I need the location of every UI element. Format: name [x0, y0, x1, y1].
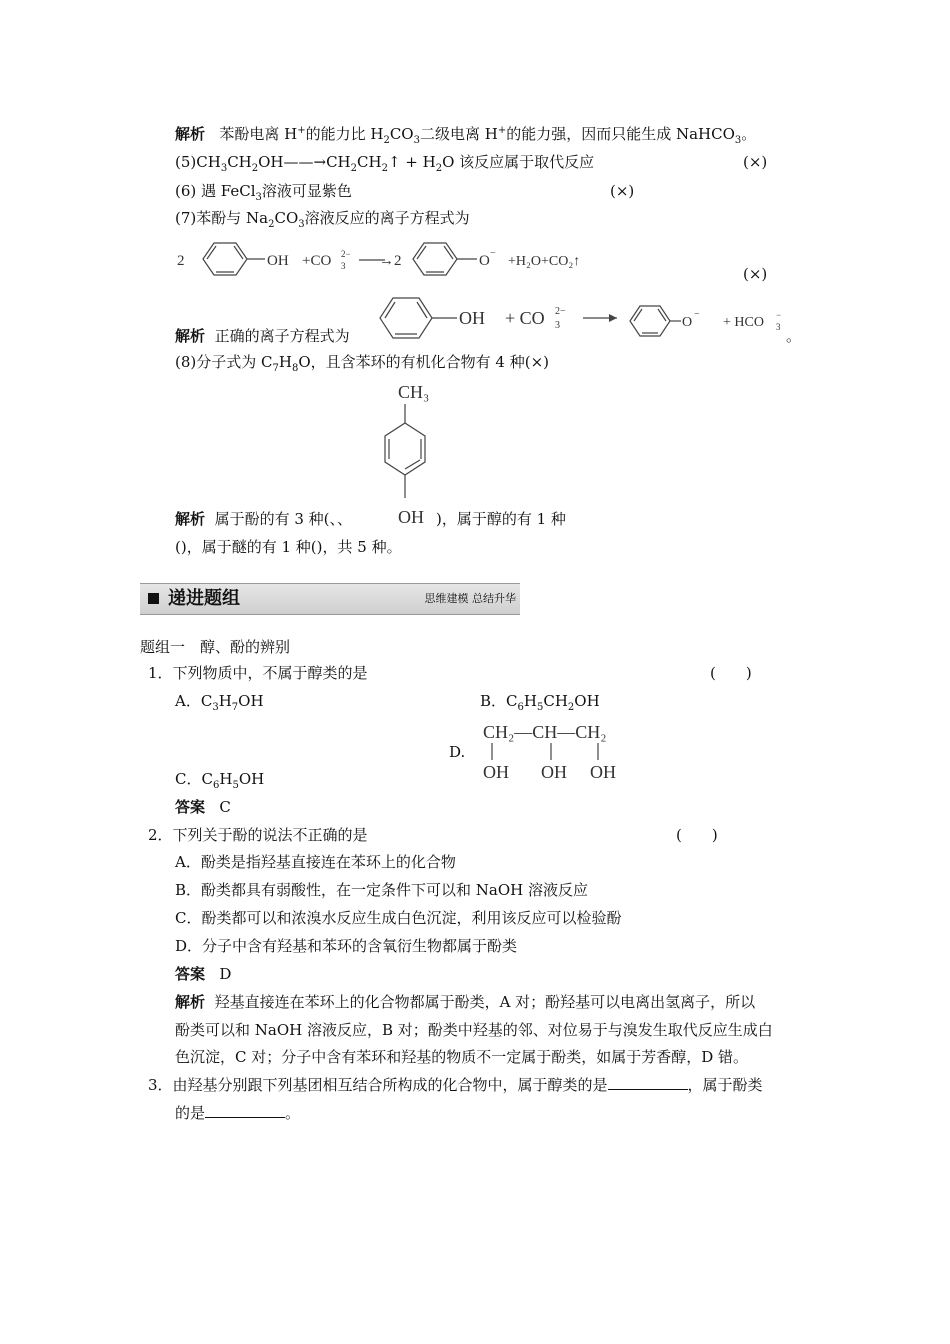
- item-7-statement: (7)苯酚与 $Na_2CO_3$溶液反应的离子方程式为: [175, 209, 470, 230]
- svg-text:O: O: [682, 315, 693, 330]
- svg-text:OH: OH: [483, 762, 509, 782]
- benzene-ring-icon: [630, 306, 681, 336]
- section-subtitle: 思维建模 总结升华: [424, 592, 516, 605]
- item-7-mark: (×): [743, 265, 768, 283]
- item-6-mark: (×): [610, 182, 635, 200]
- question-2-paren: ( ): [676, 826, 718, 844]
- svg-text:3: 3: [776, 322, 781, 332]
- svg-text:+ HCO: + HCO: [723, 315, 764, 330]
- question-1-answer: 答案 C: [175, 798, 231, 816]
- svg-text:2−: 2−: [555, 306, 566, 317]
- question-2-analysis-line-3: 色沉淀，C 对；分子中含有苯环和羟基的物质不一定属于酚类，如属于芳香醇，D 错。: [175, 1048, 749, 1066]
- analysis-line-phenol-acidity: 解析 苯酚电离 H+的能力比 $H_2CO_3$二级电离 H+的能力强，因而只能生成 NaHCO$_3$。: [175, 125, 757, 146]
- svg-text:2−: 2−: [341, 249, 351, 259]
- svg-text:CH₃: CH₃: [398, 382, 430, 402]
- question-2-answer: 答案 D: [175, 965, 232, 983]
- answer-blank-alcohols[interactable]: [608, 1075, 688, 1090]
- question-1-option-c: C．$C_6H_5OH$: [175, 770, 265, 791]
- analysis-line-correct-equation: 解析 正确的离子方程式为: [175, 327, 350, 345]
- analysis-line-isomers-2: ()，属于醚的有 1 种()，共 5 种。: [175, 538, 402, 556]
- wrong-ionic-equation: [175, 238, 645, 282]
- question-1-option-b: B．$C_6H_5CH_2OH$: [480, 692, 600, 713]
- benzene-ring-icon: [380, 298, 457, 338]
- question-2-option-d: D．分子中含有羟基和苯环的含氧衍生物都属于酚类: [175, 937, 518, 955]
- svg-text:+ CO: + CO: [505, 308, 545, 328]
- question-2-stem: 2．下列关于酚的说法不正确的是: [148, 826, 368, 844]
- question-3-line-2: 的是 。: [175, 1104, 301, 1122]
- correct-ionic-equation: [377, 293, 797, 343]
- question-1-option-a: A．$C_3H_7OH$: [175, 692, 264, 713]
- glycerol-structure: [480, 716, 640, 784]
- period: 。: [786, 327, 802, 345]
- svg-text:O: O: [479, 253, 490, 269]
- item-5-statement: $(5)CH_3CH_2OH——\to CH_2CH_2↑ + H_2O$ 该反应属于取代反应: [175, 153, 595, 174]
- analysis-label: 解析: [175, 125, 206, 143]
- benzene-ring-icon: [385, 404, 425, 498]
- group-title: 题组一 醇、酚的辨别: [140, 638, 291, 656]
- svg-text:+CO: +CO: [302, 253, 332, 269]
- item-5-mark: (×): [743, 153, 768, 171]
- section-title: 递进题组: [168, 588, 240, 609]
- svg-text:CH₂—CH—CH₂: CH₂—CH—CH₂: [483, 722, 607, 742]
- svg-text:3: 3: [555, 320, 560, 331]
- question-2-option-c: C．酚类都可以和浓溴水反应生成白色沉淀，利用该反应可以检验酚: [175, 909, 622, 927]
- question-2-option-a: A．酚类是指羟基直接连在苯环上的化合物: [175, 853, 456, 871]
- question-2-option-b: B．酚类都具有弱酸性，在一定条件下可以和 NaOH 溶液反应: [175, 881, 589, 899]
- svg-text:3: 3: [341, 261, 346, 271]
- svg-text:−: −: [776, 310, 782, 320]
- question-1-option-d-label: D.: [449, 743, 466, 761]
- item-8-statement: (8)分子式为 $C_7H_8O$，且含苯环的有机化合物有 4 种(×): [175, 353, 549, 374]
- question-2-analysis-line-2: 酚类可以和 NaOH 溶液反应，B 对；酚类中羟基的邻、对位易于与溴发生取代反应生成白: [175, 1021, 773, 1039]
- svg-text:OH: OH: [590, 762, 616, 782]
- question-1-stem: 1．下列物质中，不属于醇类的是: [148, 664, 368, 682]
- svg-text:OH: OH: [541, 762, 567, 782]
- answer-blank-phenols[interactable]: [205, 1103, 285, 1118]
- benzene-ring-icon: [413, 243, 477, 275]
- section-header-bar: [140, 583, 520, 615]
- svg-text:OH: OH: [459, 308, 485, 328]
- question-3-line-1: 3．由羟基分别跟下列基团相互结合所构成的化合物中，属于醇类的是 ，属于酚类: [148, 1076, 763, 1094]
- analysis-line-isomers-1-end: )，属于醇的有 1 种: [436, 510, 566, 528]
- svg-text:2: 2: [177, 253, 185, 269]
- benzene-ring-icon: [203, 243, 265, 275]
- svg-text:−: −: [694, 309, 700, 320]
- question-1-paren: ( ): [710, 664, 752, 682]
- svg-text:+H₂O+CO₂↑: +H₂O+CO₂↑: [508, 254, 581, 269]
- p-cresol-structure: [375, 378, 455, 528]
- svg-text:−: −: [490, 248, 496, 259]
- svg-text:OH: OH: [267, 253, 289, 269]
- square-bullet-icon: [148, 593, 159, 604]
- svg-text:OH: OH: [398, 507, 424, 527]
- item-6-statement: (6) 遇 FeCl$_3$溶液可显紫色: [175, 182, 352, 203]
- question-2-analysis-line-1: 解析 羟基直接连在苯环上的化合物都属于酚类，A 对；酚羟基可以电离出氢离子，所以: [175, 993, 756, 1011]
- svg-text:→2: →2: [379, 253, 402, 269]
- analysis-line-isomers-1: 解析 属于酚的有 3 种(、、: [175, 510, 352, 528]
